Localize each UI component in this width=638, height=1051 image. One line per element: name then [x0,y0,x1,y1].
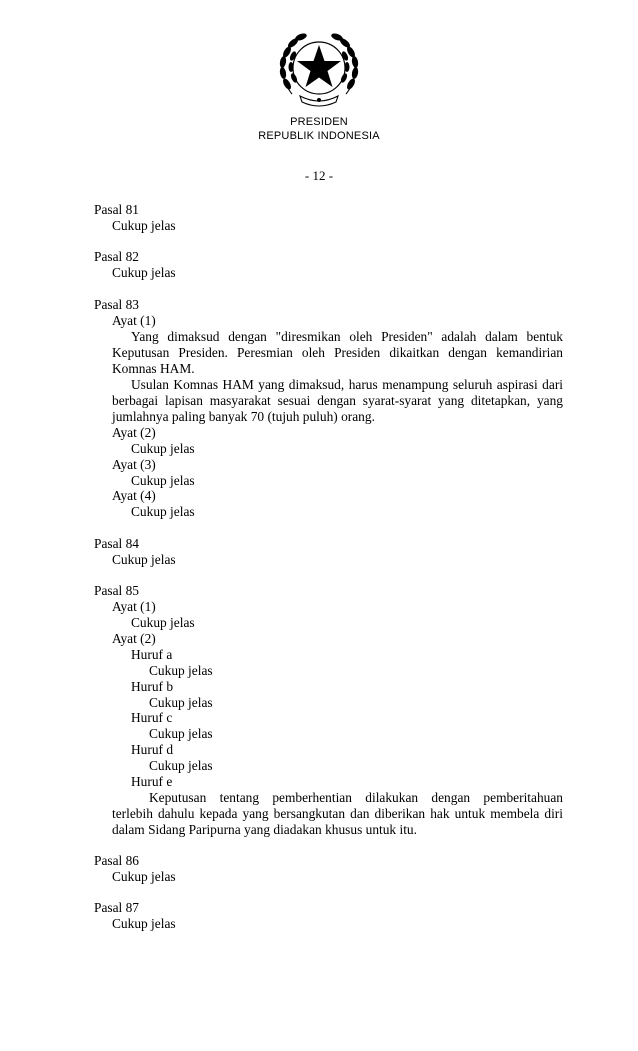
pasal-82-title: Pasal 82 [94,249,140,264]
pasal-83-ayat-3-body: Cukup jelas [131,473,195,488]
pasal-85-huruf-e-body-line-3: dalam Sidang Paripurna yang diadakan khusus untuk itu. [112,822,417,837]
pasal-85-huruf-b-body: Cukup jelas [149,695,213,710]
pasal-87-body: Cukup jelas [112,916,176,931]
pasal-83-ayat-4-body: Cukup jelas [131,504,195,519]
pasal-81-title: Pasal 81 [94,202,140,217]
pasal-85-ayat-1-label: Ayat (1) [112,599,156,614]
pasal-85-huruf-e-body-line-2: terlebih dahulu kepada yang bersangkutan dan diberikan hak untuk membela diri [112,806,563,821]
pasal-82-body: Cukup jelas [112,265,176,280]
pasal-85-huruf-e-body-line-1: Keputusan tentang pemberhentian dilakukan dengan pemberitahuan [149,790,563,805]
pasal-84-title: Pasal 84 [94,536,140,551]
pasal-83-ayat-1-label: Ayat (1) [112,313,156,328]
pasal-87-title: Pasal 87 [94,900,140,915]
pasal-83-ayat-2-label: Ayat (2) [112,425,156,440]
pasal-83-ayat-2-body: Cukup jelas [131,441,195,456]
pasal-85-huruf-c-body: Cukup jelas [149,726,213,741]
pasal-85-title: Pasal 85 [94,583,140,598]
garuda-star-emblem-icon [278,28,360,110]
pasal-85-ayat-2-label: Ayat (2) [112,631,156,646]
pasal-84-body: Cukup jelas [112,552,176,567]
pasal-85-huruf-d-body: Cukup jelas [149,758,213,773]
page-number: - 12 - [304,168,334,183]
pasal-85-huruf-d-label: Huruf d [131,742,174,757]
pasal-85-huruf-b-label: Huruf b [131,679,174,694]
pasal-83-ayat-1-p1-line-2: Keputusan Presiden. Peresmian oleh Presiden dikaitkan dengan kemandirian [112,345,563,360]
pasal-85-huruf-a-label: Huruf a [131,647,173,662]
pasal-85-huruf-c-label: Huruf c [131,710,173,725]
pasal-83-ayat-1-p1-line-3: Komnas HAM. [112,361,195,376]
pasal-81-body: Cukup jelas [112,218,176,233]
pasal-86-body: Cukup jelas [112,869,176,884]
pasal-83-ayat-1-p1-line-1: Yang dimaksud dengan "diresmikan oleh Presiden" adalah dalam bentuk [131,329,563,344]
pasal-83-ayat-1-p2-line-2: berbagai lapisan masyarakat sesuai dengan syarat-syarat yang ditetapkan, yang [112,393,563,408]
pasal-85-ayat-1-body: Cukup jelas [131,615,195,630]
header-republik-indonesia: REPUBLIK INDONESIA [258,130,380,142]
pasal-83-ayat-1-p2-line-3: jumlahnya paling banyak 70 (tujuh puluh) orang. [112,409,375,424]
header-presiden: PRESIDEN [290,116,348,128]
pasal-83-title: Pasal 83 [94,297,140,312]
pasal-85-huruf-e-label: Huruf e [131,774,173,789]
pasal-83-ayat-3-label: Ayat (3) [112,457,156,472]
pasal-86-title: Pasal 86 [94,853,140,868]
pasal-85-huruf-a-body: Cukup jelas [149,663,213,678]
pasal-83-ayat-1-p2-line-1: Usulan Komnas HAM yang dimaksud, harus menampung seluruh aspirasi dari [131,377,563,392]
pasal-83-ayat-4-label: Ayat (4) [112,488,156,503]
